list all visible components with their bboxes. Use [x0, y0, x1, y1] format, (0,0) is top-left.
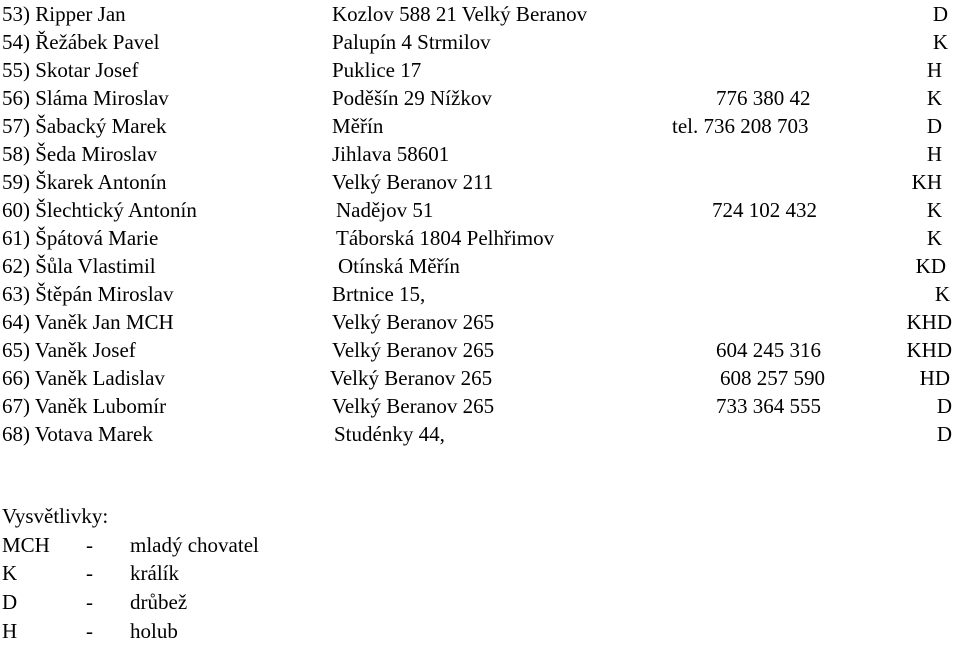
- breeder-name: 63) Štěpán Miroslav: [2, 282, 174, 306]
- list-item: [0, 308, 960, 336]
- breeder-name: 61) Špátová Marie: [2, 226, 159, 250]
- breeder-name: 62) Šůla Vlastimil: [2, 254, 156, 278]
- breeder-address: Nadějov 51: [336, 198, 434, 222]
- breeder-name: 64) Vaněk Jan MCH: [2, 310, 174, 334]
- list-item: [0, 392, 960, 420]
- legend-description: holub: [130, 619, 178, 643]
- legend-item: [0, 588, 960, 616]
- breeder-name: 68) Votava Marek: [2, 422, 153, 446]
- breeder-name: 60) Šlechtický Antonín: [2, 198, 197, 222]
- legend-description: králík: [130, 561, 179, 585]
- legend-abbreviation: H: [2, 619, 18, 643]
- breeder-category: KHD: [906, 310, 952, 334]
- breeder-category: K: [926, 198, 942, 222]
- breeder-category: KHD: [906, 338, 952, 362]
- breeder-address: Táborská 1804 Pelhřimov: [336, 226, 555, 250]
- breeder-address: Velký Beranov 265: [332, 310, 495, 334]
- breeder-category: D: [926, 114, 942, 138]
- breeder-phone: 733 364 555: [716, 394, 821, 418]
- breeder-category: K: [932, 30, 948, 54]
- legend-abbreviation: MCH: [2, 533, 50, 557]
- legend-dash: -: [86, 561, 93, 585]
- legend-title: Vysvětlivky:: [2, 504, 109, 528]
- breeder-address: Palupín 4 Strmilov: [332, 30, 491, 54]
- list-item: [0, 196, 960, 224]
- breeder-phone: 608 257 590: [720, 366, 825, 390]
- legend-dash: -: [86, 619, 93, 643]
- breeder-phone: 724 102 432: [712, 198, 817, 222]
- breeder-name: 59) Škarek Antonín: [2, 170, 167, 194]
- list-item: [0, 224, 960, 252]
- breeder-category: K: [926, 86, 942, 110]
- breeder-category: D: [936, 394, 952, 418]
- list-item: [0, 336, 960, 364]
- breeder-name: 56) Sláma Miroslav: [2, 86, 169, 110]
- list-item: [0, 280, 960, 308]
- list-item: [0, 420, 960, 448]
- legend-dash: -: [86, 590, 93, 614]
- breeder-address: Brtnice 15,: [332, 282, 426, 306]
- list-item: [0, 364, 960, 392]
- breeder-name: 67) Vaněk Lubomír: [2, 394, 167, 418]
- breeder-category: H: [926, 142, 942, 166]
- breeder-address: Poděšín 29 Nížkov: [332, 86, 492, 110]
- breeder-address: Velký Beranov 211: [332, 170, 494, 194]
- breeder-address: Puklice 17: [332, 58, 422, 82]
- breeder-category: H: [926, 58, 942, 82]
- breeder-address: Velký Beranov 265: [332, 394, 495, 418]
- list-item: [0, 84, 960, 112]
- breeder-phone: 604 245 316: [716, 338, 821, 362]
- breeder-name: 54) Řežábek Pavel: [2, 30, 160, 54]
- list-item: [0, 0, 960, 28]
- breeder-phone: 776 380 42: [716, 86, 811, 110]
- breeder-address: Otínská Měřín: [338, 254, 460, 278]
- list-item: [0, 112, 960, 140]
- breeder-phone: tel. 736 208 703: [672, 114, 809, 138]
- breeder-category: K: [926, 226, 942, 250]
- legend-dash: -: [86, 533, 93, 557]
- breeder-address: Jihlava 58601: [332, 142, 450, 166]
- list-item: [0, 56, 960, 84]
- legend-item: [0, 617, 960, 645]
- legend-description: drůbež: [130, 590, 188, 614]
- list-item: [0, 140, 960, 168]
- breeder-category: K: [934, 282, 950, 306]
- breeder-category: D: [936, 422, 952, 446]
- legend-description: mladý chovatel: [130, 533, 259, 557]
- breeder-name: 55) Skotar Josef: [2, 58, 139, 82]
- legend-item: [0, 531, 960, 559]
- breeder-address: Kozlov 588 21 Velký Beranov: [332, 2, 588, 26]
- list-item: [0, 252, 960, 280]
- breeder-name: 66) Vaněk Ladislav: [2, 366, 165, 390]
- breeder-category: KH: [911, 170, 942, 194]
- legend-abbreviation: D: [2, 590, 18, 614]
- breeder-category: KD: [915, 254, 946, 278]
- breeder-address: Studénky 44,: [334, 422, 445, 446]
- breeder-category: HD: [919, 366, 950, 390]
- breeder-address: Měřín: [332, 114, 384, 138]
- legend-abbreviation: K: [2, 561, 18, 585]
- breeder-address: Velký Beranov 265: [332, 338, 495, 362]
- breeder-name: 65) Vaněk Josef: [2, 338, 136, 362]
- list-item: [0, 28, 960, 56]
- breeder-name: 53) Ripper Jan: [2, 2, 126, 26]
- list-item: [0, 168, 960, 196]
- breeder-name: 58) Šeda Miroslav: [2, 142, 158, 166]
- breeder-name: 57) Šabacký Marek: [2, 114, 167, 138]
- breeder-category: D: [932, 2, 948, 26]
- breeder-address: Velký Beranov 265: [330, 366, 493, 390]
- legend-item: [0, 559, 960, 587]
